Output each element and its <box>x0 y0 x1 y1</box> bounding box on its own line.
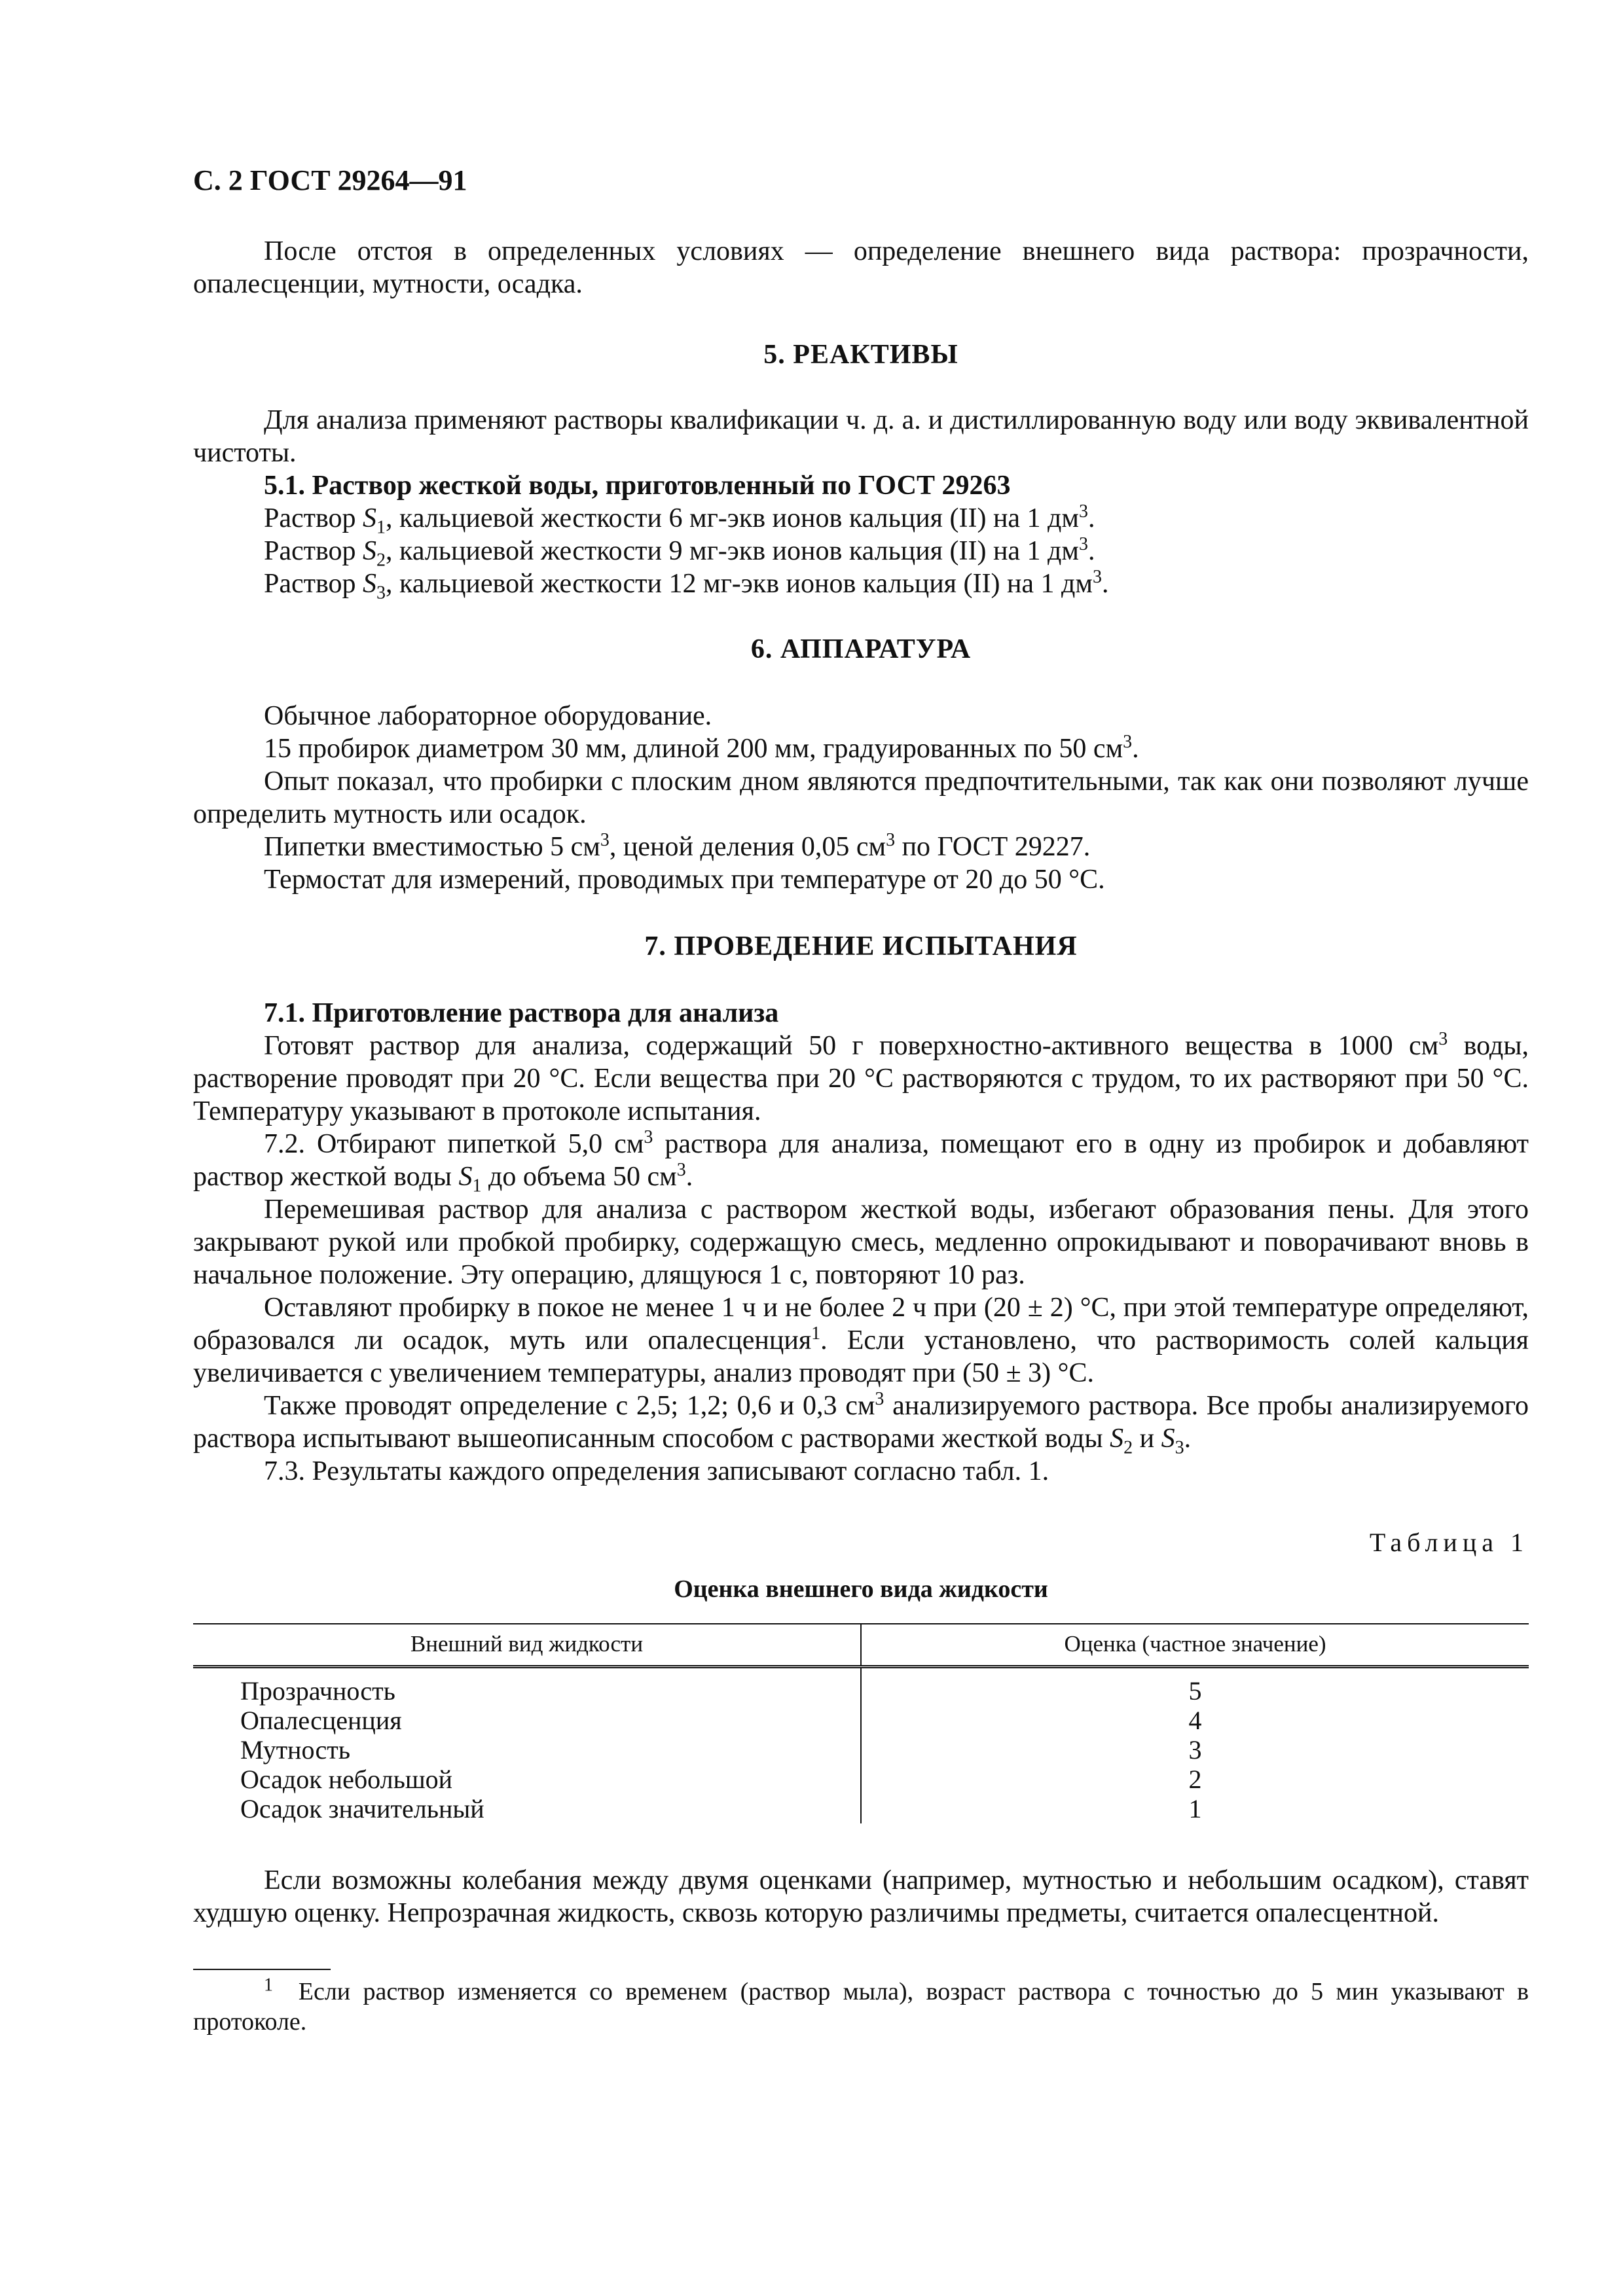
table-label: Таблица 1 <box>1369 1528 1529 1557</box>
solution-s2: Раствор $S_2$, кальциевой жесткости 9 мг-экв ионов кальция (II) на 1 $дм^3$. <box>264 534 1095 571</box>
apparatus-general: Обычное лабораторное оборудование. <box>264 701 712 731</box>
row-score: 4 <box>1188 1706 1202 1735</box>
apparatus-tubes: 15 пробирок диаметром 30 мм, длиной 200 мм, градуированных по 50 $см^3$. <box>264 732 1139 764</box>
subsection-7-1-heading: 7.1. Приготовление раствора для анализа <box>264 998 779 1028</box>
assessment-table <box>193 1623 1529 1823</box>
row-appearance: Мутность <box>193 1735 861 1765</box>
solution-s1: Раствор $S_1$, кальциевой жесткости 6 мг-экв ионов кальция (II) на 1 $дм^3$. <box>264 501 1095 538</box>
table-row <box>193 1765 1529 1794</box>
row-appearance: Опалесценция <box>193 1706 861 1735</box>
section-5-paragraph: Для анализа применяют растворы квалификации ч. д. а. и дистиллированную воду или воду эквивалентной чистоты. <box>193 405 1529 468</box>
section-5-title: 5. РЕАКТИВЫ <box>763 340 958 370</box>
intro-paragraph: После отстоя в определенных условиях — определение внешнего вида раствора: прозрачности, опалесценции, мутности, осадка. <box>193 236 1529 299</box>
closing-paragraph: Если возможны колебания между двумя оценками (например, мутностью и небольшим осадком), ставят худшую оценку. Непрозрачная жидкость, сквозь которую различимы предметы, считается опалесцентной. <box>193 1865 1529 1928</box>
paragraph-7-3: 7.3. Результаты каждого определения записывают согласно табл. 1. <box>264 1456 1049 1486</box>
apparatus-note: Опыт показал, что пробирки с плоским дном являются предпочтительными, так как они позволяют лучше определить мутность или осадок. <box>193 766 1529 829</box>
table-row <box>193 1735 1529 1765</box>
row-appearance: Осадок небольшой <box>193 1765 861 1794</box>
footnote-divider <box>193 1969 331 1970</box>
paragraph-7-2: 7.2. Отбирают пипеткой 5,0 $см^3$ раствора для анализа, помещают его в одну из пробирок и добавляют раствор жесткой воды $S_1$ до объема 50 $см^3$. <box>193 1127 1529 1196</box>
table-header-appearance: Внешний вид жидкости <box>193 1624 861 1667</box>
section-6-title: 6. АППАРАТУРА <box>750 634 972 664</box>
row-score: 2 <box>1188 1765 1202 1794</box>
apparatus-pipettes: Пипетки вместимостью 5 $см^3$, ценой деления 0,05 $см^3$ по ГОСТ 29227. <box>264 830 1091 862</box>
table-header-score: Оценка (частное значение) <box>861 1624 1529 1667</box>
row-appearance: Осадок значительный <box>193 1794 861 1823</box>
paragraph-additional: Также проводят определение с 2,5; 1,2; 0,6 и 0,3 $см^3$ анализируемого раствора. Все пробы анализируемого раствора испытывают вышеописанным способом с растворами жесткой воды $S_2$ и $S_3$. <box>193 1389 1529 1458</box>
table-row <box>193 1667 1529 1706</box>
document-page <box>193 164 1529 2037</box>
paragraph-mixing: Перемешивая раствор для анализа с раствором жесткой воды, избегают образования пены. Для этого закрывают рукой или пробкой пробирку, содержащую смесь, медленно опрокидывают и поворачивают вновь в начальное положение. Эту операцию, длящуюся 1 с, повторяют 10 раз. <box>193 1194 1529 1290</box>
footnote: $^1$ Если раствор изменяется со временем (раствор мыла), возраст раствора с точностью до 5 мин указывают в протоколе. <box>193 1975 1529 2036</box>
row-score: 1 <box>1188 1794 1202 1823</box>
solution-s3: Раствор $S_3$, кальциевой жесткости 12 мг-экв ионов кальция (II) на 1 $дм^3$. <box>264 567 1109 603</box>
footnote-ref: 1 <box>811 1323 821 1344</box>
section-7-title: 7. ПРОВЕДЕНИЕ ИСПЫТАНИЯ <box>644 931 1078 961</box>
row-score: 3 <box>1188 1735 1202 1765</box>
paragraph-7-1: Готовят раствор для анализа, содержащий 50 г поверхностно-активного вещества в 1000 $см^3$ воды, растворение проводят при 20 °C. Если вещества при 20 °C растворяются с трудом, то их растворяют при 50 °C. Температуру указывают в протоколе испытания. <box>193 1029 1529 1126</box>
table-row <box>193 1794 1529 1823</box>
subsection-5-1-heading: 5.1. Раствор жесткой воды, приготовленный по ГОСТ 29263 <box>264 471 1011 501</box>
row-score: 5 <box>1188 1676 1202 1706</box>
table-title: Оценка внешнего вида жидкости <box>674 1575 1048 1603</box>
apparatus-thermostat: Термостат для измерений, проводимых при температуре от 20 до 50 °C. <box>264 865 1105 895</box>
table-row <box>193 1706 1529 1735</box>
row-appearance: Прозрачность <box>193 1667 861 1706</box>
footnote-mark: 1 <box>264 1975 273 1996</box>
page-header: С. 2 ГОСТ 29264—91 <box>193 164 467 196</box>
paragraph-settling: Оставляют пробирку в покое не менее 1 ч и не более 2 ч при (20 ± 2) °C, при этой температуре определяют, образовался ли осадок, муть или опалесценция$^1$. Если установлено, что растворимость солей кальция увеличивается с увеличением температуры, анализ проводят при (50 ± 3) °C. <box>193 1293 1529 1388</box>
